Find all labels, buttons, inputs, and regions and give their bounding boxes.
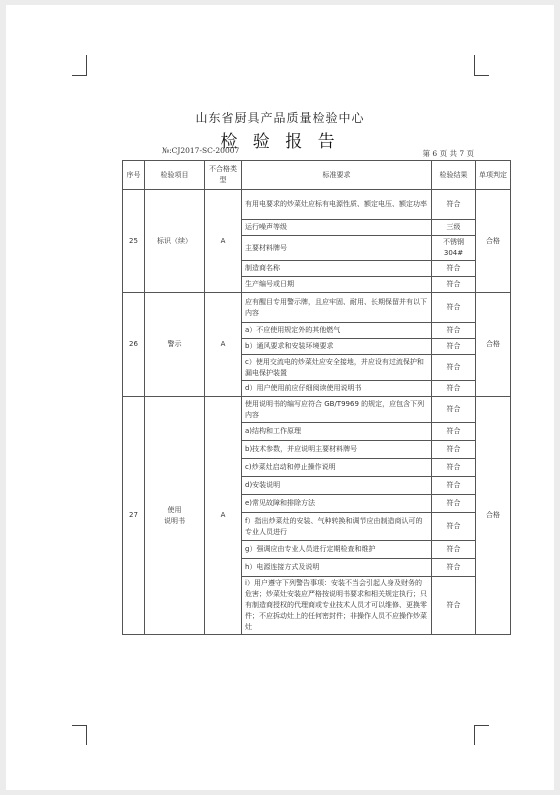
col-header-item: 检验项目: [145, 161, 205, 190]
row-req: f）指出炒菜灶的安装、气种转换和调节应由制造商认可的专业人员进行: [242, 513, 432, 541]
row-result: 符合: [432, 293, 476, 323]
row-req: c)炒菜灶启动和停止操作说明: [242, 459, 432, 477]
row-result: 符合: [432, 323, 476, 339]
row-result: 符合: [432, 397, 476, 423]
row-req: e)常见故障和排除方法: [242, 495, 432, 513]
col-header-req: 标准要求: [242, 161, 432, 190]
row-req: c）使用交流电的炒菜灶应安全接地，并应设有过流保护和漏电保护装置: [242, 355, 432, 381]
row-req: b）通风要求和安装环境要求: [242, 339, 432, 355]
crop-mark-bottom-left-h: [72, 725, 87, 726]
row-type: A: [205, 293, 242, 397]
row-req: g）强调应由专业人员进行定期检查和维护: [242, 541, 432, 559]
row-result: 三级: [432, 220, 476, 236]
row-req: 有用电要求的炒菜灶应标有电源性质、额定电压、额定功率: [242, 190, 432, 220]
row-result: 符合: [432, 513, 476, 541]
row-result: 符合: [432, 381, 476, 397]
row-req: 制造商名称: [242, 261, 432, 277]
crop-mark-top-left-h: [72, 75, 87, 76]
row-type: A: [205, 397, 242, 635]
row-result: 符合: [432, 441, 476, 459]
col-header-type: 不合格类型: [205, 161, 242, 190]
row-result: 符合: [432, 459, 476, 477]
row-result: 符合: [432, 495, 476, 513]
row-req: 运行噪声等级: [242, 220, 432, 236]
row-no: 26: [123, 293, 145, 397]
row-item: 标识（续）: [145, 190, 205, 293]
crop-mark-top-right: [474, 55, 475, 75]
col-header-no: 序号: [123, 161, 145, 190]
report-page: [6, 5, 554, 790]
row-result: 符合: [432, 339, 476, 355]
page-indicator: 第 6 页 共 7 页: [422, 149, 474, 158]
inspection-table: [122, 160, 511, 635]
row-req: 应有醒目专用警示牌，且应牢固、耐用、长期保留并有以下内容: [242, 293, 432, 323]
row-result: 符合: [432, 541, 476, 559]
row-result: 不锈钢304#: [432, 236, 476, 261]
row-req: d)安装说明: [242, 477, 432, 495]
row-req: a)结构和工作原理: [242, 423, 432, 441]
crop-mark-top-left: [86, 55, 87, 75]
row-verdict: 合格: [476, 190, 511, 293]
row-verdict: 合格: [476, 293, 511, 397]
row-result: 符合: [432, 477, 476, 495]
row-item: 使用 说明书: [145, 397, 205, 635]
row-verdict: 合格: [476, 397, 511, 635]
row-result: 符合: [432, 559, 476, 577]
row-type: A: [205, 190, 242, 293]
col-header-result: 检验结果: [432, 161, 476, 190]
row-req: 使用说明书的编写应符合 GB/T9969 的规定，应包含下列内容: [242, 397, 432, 423]
crop-mark-top-right-h: [474, 75, 489, 76]
row-result: 符合: [432, 261, 476, 277]
table-row: [123, 293, 511, 323]
row-result: 符合: [432, 577, 476, 635]
row-no: 25: [123, 190, 145, 293]
row-req: i）用户遵守下列警告事项：安装不当会引起人身及财务的危害；炒菜灶安装应严格按说明书要求和相关规定执行；只有制造商授权的代理商或专业技术人员才可以维修、更换零件；不应拆动灶上的任何密封件；非操作人员不应操作炒菜灶: [242, 577, 432, 635]
crop-mark-bottom-right: [474, 725, 475, 745]
table-header-row: [123, 161, 511, 190]
row-req: 生产编号或日期: [242, 277, 432, 293]
row-req: h）电源连接方式及说明: [242, 559, 432, 577]
row-result: 符合: [432, 423, 476, 441]
row-req: b)技术参数，并应说明主要材料牌号: [242, 441, 432, 459]
row-req: a）不应使用规定外的其他燃气: [242, 323, 432, 339]
crop-mark-bottom-left: [86, 725, 87, 745]
report-number: №:CJ2017-SC-20007: [162, 146, 240, 155]
row-item: 警示: [145, 293, 205, 397]
report-title: 检 验 报 告: [220, 132, 340, 152]
table-row: [123, 190, 511, 220]
crop-mark-bottom-right-h: [474, 725, 489, 726]
row-req: 主要材料牌号: [242, 236, 432, 261]
row-req: d）用户使用前应仔细阅读使用说明书: [242, 381, 432, 397]
row-result: 符合: [432, 277, 476, 293]
table-row: [123, 397, 511, 423]
row-result: 符合: [432, 190, 476, 220]
org-name: 山东省厨具产品质量检验中心: [195, 111, 365, 125]
row-no: 27: [123, 397, 145, 635]
col-header-verdict: 单项判定: [476, 161, 511, 190]
row-result: 符合: [432, 355, 476, 381]
